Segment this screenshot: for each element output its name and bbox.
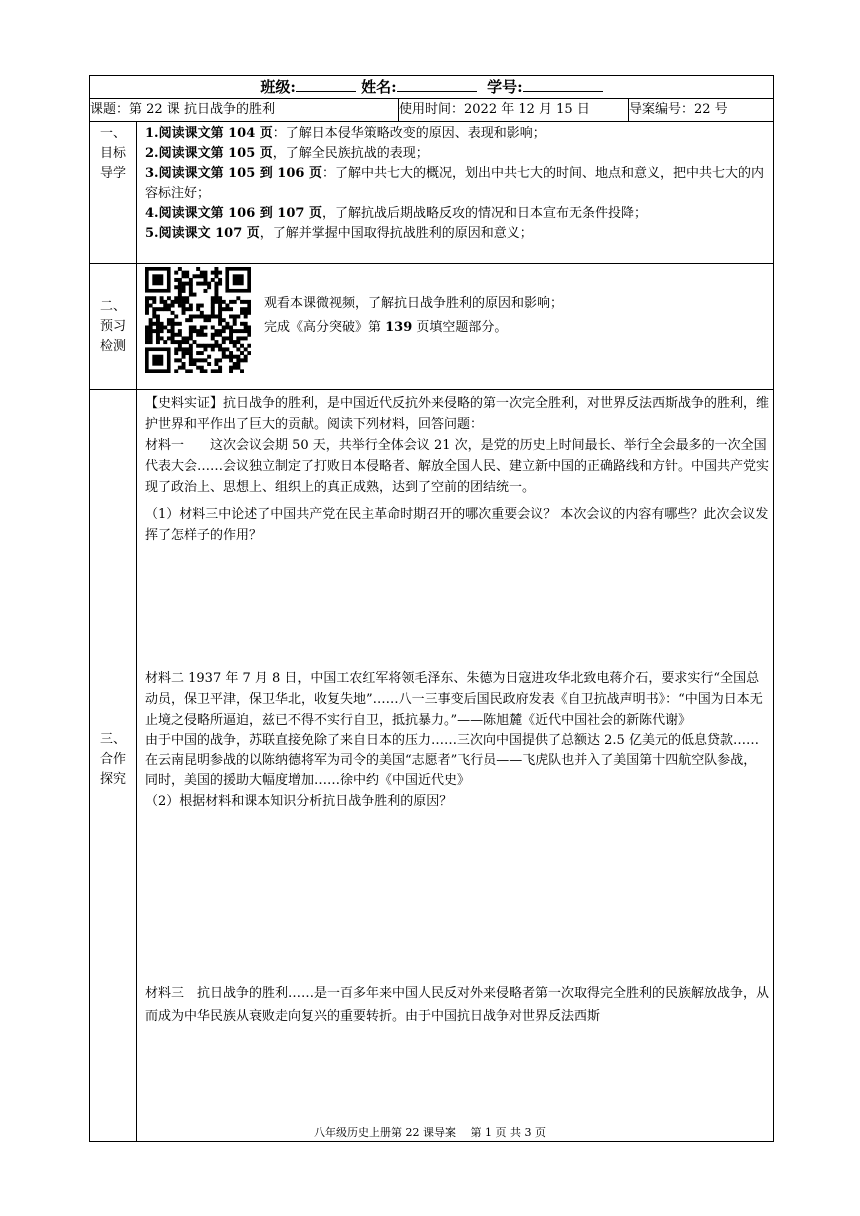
section2-label-line1: 预习	[99, 318, 126, 334]
answer-space-2[interactable]	[145, 812, 769, 982]
goal-item: 4.阅读课文第 106 到 107 页，了解抗战后期战略反攻的情况和日本宣布无条件投降；	[145, 206, 647, 221]
lesson-topic-text: 课题：第 22 课 抗日战争的胜利	[90, 102, 275, 117]
id-label: 学号:	[487, 78, 523, 96]
name-label: 姓名:	[361, 78, 397, 96]
section2-label-num: 二、	[99, 298, 126, 314]
section1-label-line2: 导学	[99, 166, 126, 181]
page-footer: 八年级历史上册第 22 课导案 第 1 页 共 3 页	[314, 1126, 546, 1139]
section3-label-line1: 合作	[99, 752, 126, 767]
goals-list	[137, 122, 774, 264]
serial-number	[629, 99, 774, 122]
serial-number-text: 导案编号：22 号	[629, 102, 728, 117]
class-label: 班级:	[260, 78, 296, 96]
class-blank[interactable]	[296, 77, 356, 92]
qr-code-icon	[145, 267, 251, 380]
goal-item: 1.阅读课文第 104 页：了解日本侵华策略改变的原因、表现和影响；	[145, 126, 546, 141]
section2-label	[90, 264, 137, 390]
student-info-row	[90, 76, 774, 99]
section1-label	[90, 122, 137, 264]
section3-label-num: 三、	[99, 732, 126, 747]
goal-item: 5.阅读课文 107 页，了解并掌握中国取得抗战胜利的原因和意义；	[145, 226, 533, 241]
name-blank[interactable]	[397, 77, 477, 92]
section3-label-line2: 探究	[99, 772, 126, 787]
section1-label-line1: 目标	[99, 146, 126, 161]
question-1: （1）材料三中论述了中国共产党在民主革命时期召开的哪次重要会议？ 本次会议的内容有哪些？此次会议发挥了怎样子的作用？	[145, 507, 769, 543]
lesson-table	[89, 75, 774, 1142]
use-date	[399, 99, 629, 122]
worksheet	[89, 75, 773, 1121]
question-2: （2）根据材料和课本知识分析抗日战争胜利的原因？	[145, 794, 453, 809]
section2-label-line2: 检测	[99, 338, 126, 354]
preview-task-2: 完成《高分突破》第 139 页填空题部分。	[264, 320, 508, 335]
id-blank[interactable]	[523, 77, 603, 92]
section1-label-num: 一、	[99, 126, 126, 141]
material-2a: 材料二 1937 年 7 月 8 日，中国工农红军将领毛泽东、朱德为日寇进攻华北致电蒋介石，要求实行“全国总动员，保卫平津，保卫华北，收复失地”……八一三事变后国民政府发表《自卫抗战声明书》：“中国为日本无止境之侵略所逼迫，兹已不得不实行自卫，抵抗暴力。”——陈旭麓《近代中国社会的新陈代谢》	[145, 671, 763, 728]
section3-label	[90, 390, 137, 1142]
lesson-topic	[90, 99, 399, 122]
material-3: 材料三 抗日战争的胜利……是一百多年来中国人民反对外来侵略者第一次取得完全胜利的民族解放战争，从而成为中华民族从衰败走向复兴的重要转折。由于中国抗日战争对世界反法西斯	[145, 986, 770, 1024]
preview-cell	[137, 264, 774, 390]
inquiry-cell	[137, 390, 774, 1142]
material-1: 材料一 这次会议会期 50 天，共举行全体会议 21 次，是党的历史上时间最长、举行全会最多的一次全国代表大会……会议独立制定了打败日本侵略者、解放全国人民、建立新中国的正确路线和方针。中国共产党实现了政治上、思想上、组织上的真正成熟，达到了空前的团结统一。	[145, 438, 770, 495]
historical-evidence-intro: 【史料实证】抗日战争的胜利，是中国近代反抗外来侵略的第一次完全胜利，对世界反法西斯战争的胜利，维护世界和平作出了巨大的贡献。阅读下列材料，回答问题：	[145, 396, 770, 432]
goal-item: 3.阅读课文第 105 到 106 页：了解中共七大的概况，划出中共七大的时间、地点和意义，把中共七大的内容标注好；	[145, 166, 764, 201]
goal-item: 2.阅读课文第 105 页，了解全民族抗战的表现；	[145, 146, 429, 161]
preview-task-1: 观看本课微视频，了解抗日战争胜利的原因和影响；	[264, 296, 564, 311]
material-2b: 由于中国的战争，苏联直接免除了来自日本的压力……三次向中国提供了总额达 2.5 亿美元的低息贷款……在云南昆明参战的以陈纳德将军为司令的美国“志愿者”飞行员——飞虎队也并入了美国第十四航空队参战，同时，美国的援助大幅度增加……徐中约《中国近代史》	[145, 733, 759, 788]
answer-space-1[interactable]	[145, 546, 769, 668]
use-date-text: 使用时间：2022 年 12 月 15 日	[399, 102, 590, 117]
